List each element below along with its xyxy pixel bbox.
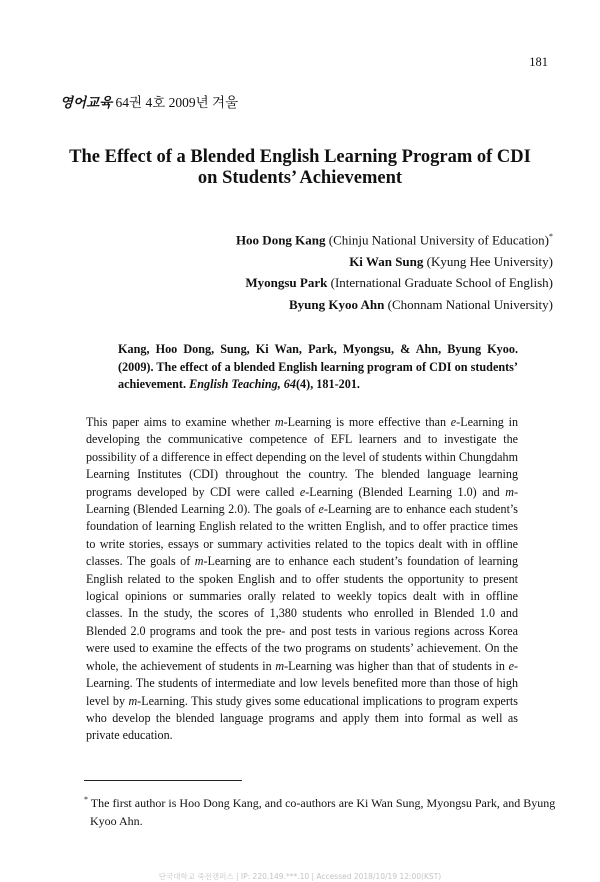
author-affiliation: (Chonnam National University) — [387, 296, 553, 312]
author-line — [236, 294, 553, 316]
paper-title — [40, 147, 560, 189]
title-line-1: The Effect of a Blended English Learning Program of CDI — [69, 147, 531, 167]
author-line — [236, 226, 553, 251]
citation-lead: Kang, Hoo Dong, Sung, Ki Wan, Park, Myongsu, & Ahn, Byung Kyoo. (2009). The effect of a blended English learning program of CDI on students’ achievement. — [118, 342, 518, 391]
footnote — [84, 791, 560, 830]
author-affiliation: (Kyung Hee University) — [426, 253, 553, 269]
author-footnote-mark: * — [549, 232, 553, 241]
author-name: Hoo Dong Kang — [235, 232, 326, 248]
title-line-2: on Students’ Achievement — [197, 168, 403, 188]
author-affiliation: (International Graduate School of English) — [330, 275, 553, 291]
citation-tail: (4), 181-201. — [295, 377, 360, 391]
abstract: This paper aims to examine whether m-Learning is more effective than e-Learning in developing the communicative competence of EFL learners and to investigate the possibility of a difference in effect depending on the level of students within Chungdahm Learning Institutes (CDI) throughout the country. The blended language learning programs developed by CDI were called e-Learning (Blended Learning 1.0) and m-Learning (Blended Learning 2.0). The goals of e-Learning are to enhance each student’s foundation of learning English related to the written English, and to offer practice times to write stories, essays or summary activities related to the topics dealt with in offline classes. The goals of m-Learning are to enhance each student’s foundation of learning English related to the spoken English and to offer students the opportunity to present logical opinions or summaries orally related to weekly topics dealt with in offline classes. In the study, the scores of 1,380 students who enrolled in Blended 1.0 and Blended 2.0 programs and took the pre- and post tests in various regions across Korea were used to examine the effects of the two programs on students’ achievement. On the whole, the achievement of students in m-Learning was higher than that of students in e-Learning. The students of intermediate and low levels benefited more than those of high level by m-Learning. This study gives some educational implications to program experts who develop the blended language programs and apply them into formal as well as private education. — [86, 415, 519, 743]
footnote-mark: * — [84, 795, 88, 804]
author-name: Byung Kyoo Ahn — [289, 296, 385, 312]
footnote-divider — [84, 780, 242, 781]
footnote-text: The first author is Hoo Dong Kang, and co-authors are Ki Wan Sung, Myongsu Park, and Byung Kyoo Ahn. — [88, 796, 556, 828]
author-name: Myongsu Park — [245, 275, 328, 291]
citation-journal: English Teaching, 64 — [189, 377, 296, 391]
author-affiliation: (Chinju National University of Education) — [328, 232, 549, 248]
journal-issue: 64권 4호 2009년 겨울 — [115, 95, 239, 110]
page-number: 181 — [529, 55, 548, 69]
author-line — [236, 251, 553, 273]
author-name: Ki Wan Sung — [349, 253, 424, 269]
journal-name: 영어교육 — [60, 95, 113, 110]
journal-header — [60, 91, 238, 111]
access-watermark: 단국대학교 죽전캠퍼스 | IP: 220.149.***.10 | Accessed 2018/10/19 12:00(KST) — [158, 872, 442, 881]
author-line — [236, 272, 553, 294]
citation — [118, 341, 518, 394]
author-list — [236, 226, 553, 315]
